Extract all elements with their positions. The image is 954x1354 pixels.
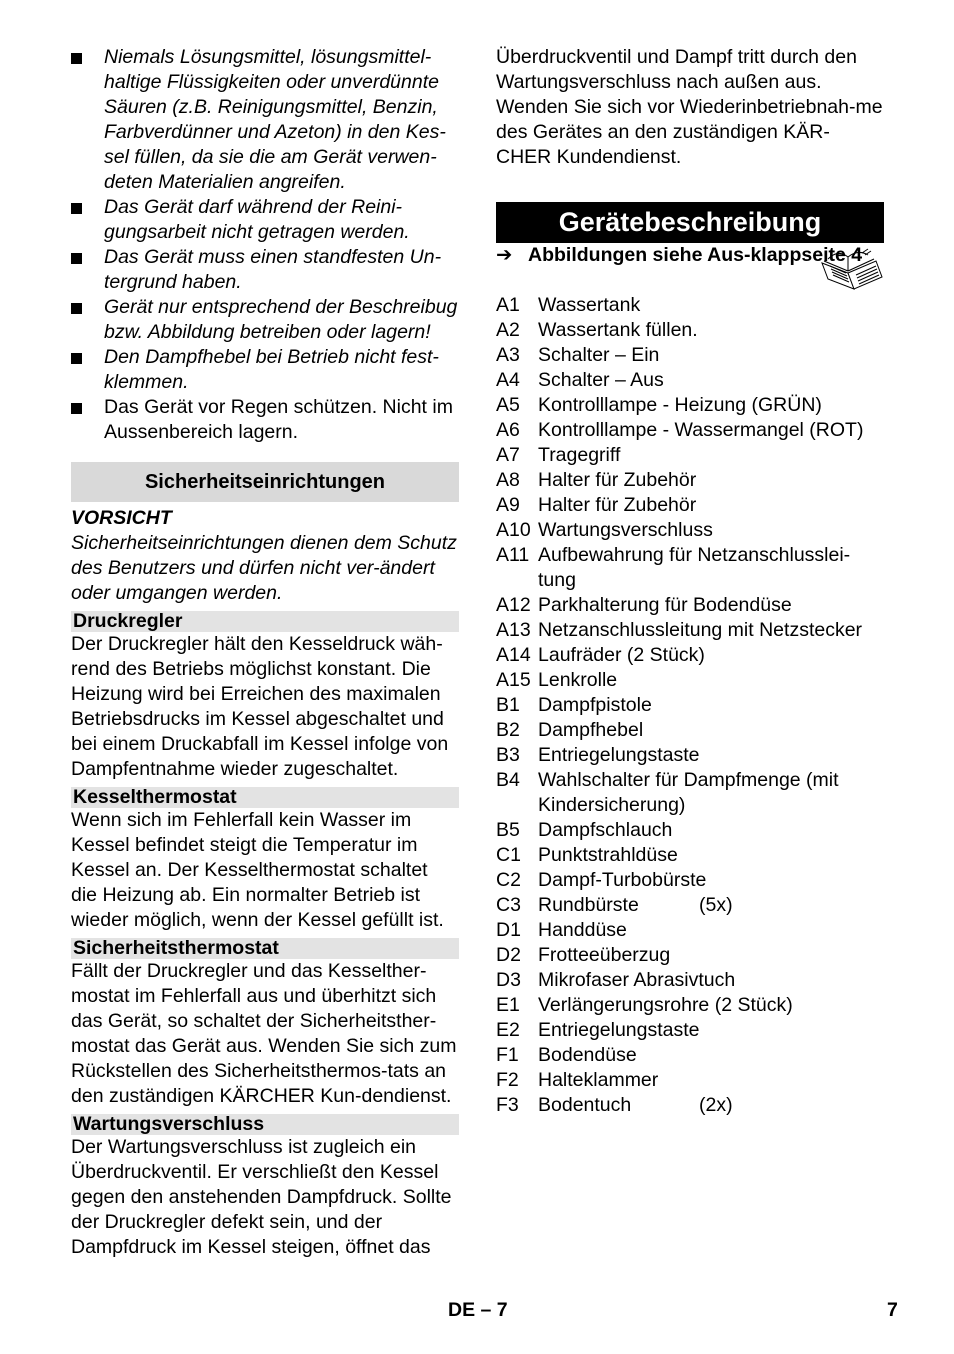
legend-item: A2 Wassertank füllen.: [496, 319, 698, 341]
legend-item: B4 Wahlschalter für Dampfmenge (mit Kindersicherung): [496, 769, 839, 816]
right-column: [496, 45, 884, 1118]
warning-item: Niemals Lösungsmittel, lösungsmittel-haltige Flüssigkeiten oder unverdünnte Säuren (z.B. Reinigungsmittel, Benzin, Farbverdünner und Azeton) in den Kes-sel füllen, da sie die am Gerät verwen-deten Materialien angreifen.: [71, 45, 459, 195]
device-description-heading: Gerätebeschreibung: [496, 202, 884, 243]
legend-item: A4 Schalter – Aus: [496, 369, 664, 391]
section-heading-maintenance-closure: Wartungsverschluss: [71, 1114, 459, 1135]
legend-item: B2 Dampfhebel: [496, 719, 644, 741]
section-heading-boiler-thermostat: Kesselthermostat: [71, 787, 459, 808]
section-body-maintenance-closure: Der Wartungsverschluss ist zugleich ein Überdruckventil. Er verschließt den Kessel gegen den anstehenden Dampfdruck. Sollte der Druckregler defekt sein, und der Dampfdruck im Kessel steigen, öffnet das: [71, 1136, 452, 1258]
safety-devices-heading: Sicherheitseinrichtungen: [71, 462, 459, 502]
legend-item: B3 Entriegelungstaste: [496, 744, 700, 766]
legend-item: A7 Tragegriff: [496, 444, 621, 466]
section-body-boiler-thermostat: Wenn sich im Fehlerfall kein Wasser im Kessel befindet steigt die Temperatur im Kessel an. Der Kesselthermostat schaltet die Heizung ab. Ein normalter Betrieb ist wieder möglich, wenn der Kessel gefüllt ist.: [71, 809, 444, 931]
caution-title: VORSICHT: [71, 507, 172, 529]
legend-item: A10 Wartungsverschluss: [496, 519, 713, 541]
section-body-pressure-regulator: Der Druckregler hält den Kesseldruck wäh-rend des Betriebs möglichst konstant. Die Heizung wird bei Erreichen des maximalen Betriebsdrucks im Kessel abgeschaltet und bei einem Druckabfall im Kessel infolge von Dampfentnahme wieder zugeschaltet.: [71, 633, 449, 780]
legend-item: A5 Kontrolllampe - Heizung (GRÜN): [496, 394, 822, 416]
arrow-icon: ➔: [496, 244, 513, 266]
warning-list: [71, 45, 459, 445]
legend-item: A9 Halter für Zubehör: [496, 494, 697, 516]
warning-item: Gerät nur entsprechend der Beschreibug bzw. Abbildung betreiben oder lagern!: [71, 295, 459, 345]
legend-item: D1 Handdüse: [496, 919, 627, 941]
legend-item: A8 Halter für Zubehör: [496, 469, 697, 491]
legend-item: F1 Bodendüse: [496, 1044, 637, 1066]
legend-item: A14 Laufräder (2 Stück): [496, 644, 705, 666]
left-column: [71, 45, 459, 1260]
legend-item: A15 Lenkrolle: [496, 669, 618, 691]
legend-item: C2 Dampf-Turbobürste: [496, 869, 707, 891]
warning-item: Den Dampfhebel bei Betrieb nicht fest-klemmen.: [71, 345, 459, 395]
legend-item: A11 Aufbewahrung für Netzanschlusslei-tung: [496, 544, 851, 591]
section-heading-safety-thermostat: Sicherheitsthermostat: [71, 938, 459, 959]
legend-item: E2 Entriegelungstaste: [496, 1019, 700, 1041]
legend-item: A13 Netzanschlussleitung mit Netzstecker: [496, 619, 863, 641]
continuation-text: Überdruckventil und Dampf tritt durch den Wartungsverschluss nach außen aus. Wenden Sie sich vor Wiederinbetriebnah-me des Gerätes an den zuständigen KÄR-CHER Kundendienst.: [496, 46, 883, 168]
legend-item: F2 Halteklammer: [496, 1069, 659, 1091]
illustration-reference: [496, 243, 884, 293]
warning-item: Das Gerät vor Regen schützen. Nicht im Aussenbereich lagern.: [71, 395, 459, 445]
section-body-safety-thermostat: Fällt der Druckregler und das Kesselther-mostat im Fehlerfall aus und überhitzt sich das Gerät, so schaltet der Sicherheitsther-mostat das Gerät aus. Wenden Sie sich zum Rückstellen des Sicherheitsthermos-tats an den zuständigen KÄRCHER Kun-dendienst.: [71, 960, 457, 1107]
warning-item: Das Gerät darf während der Reini-gungsarbeit nicht getragen werden.: [71, 195, 459, 245]
legend-item: A1 Wassertank: [496, 294, 641, 316]
book-icon: [818, 247, 884, 291]
legend-item: A3 Schalter – Ein: [496, 344, 660, 366]
caution-text: Sicherheitseinrichtungen dienen dem Schutz des Benutzers und dürfen nicht ver-ändert oder umgangen werden.: [71, 532, 457, 604]
section-page-label: DE – 7: [448, 1299, 508, 1321]
legend-item: B5 Dampfschlauch: [496, 819, 673, 841]
legend-item: C3 Rundbürste (5x): [496, 894, 733, 916]
warning-item: Das Gerät muss einen standfesten Un-tergrund haben.: [71, 245, 459, 295]
legend-item: A12 Parkhalterung für Bodendüse: [496, 594, 792, 616]
section-heading-pressure-regulator: Druckregler: [71, 611, 459, 632]
legend-item: A6 Kontrolllampe - Wassermangel (ROT): [496, 419, 864, 441]
parts-legend: [496, 293, 884, 1118]
legend-item: D3 Mikrofaser Abrasivtuch: [496, 969, 736, 991]
legend-item: D2 Frotteeüberzug: [496, 944, 671, 966]
legend-item: B1 Dampfpistole: [496, 694, 652, 716]
page-number: 7: [887, 1299, 898, 1321]
legend-item: E1 Verlängerungsrohre (2 Stück): [496, 994, 793, 1016]
legend-item: C1 Punktstrahldüse: [496, 844, 678, 866]
reference-text: Abbildungen siehe Aus-klappseite 4: [528, 244, 863, 266]
legend-item: F3 Bodentuch (2x): [496, 1094, 733, 1116]
